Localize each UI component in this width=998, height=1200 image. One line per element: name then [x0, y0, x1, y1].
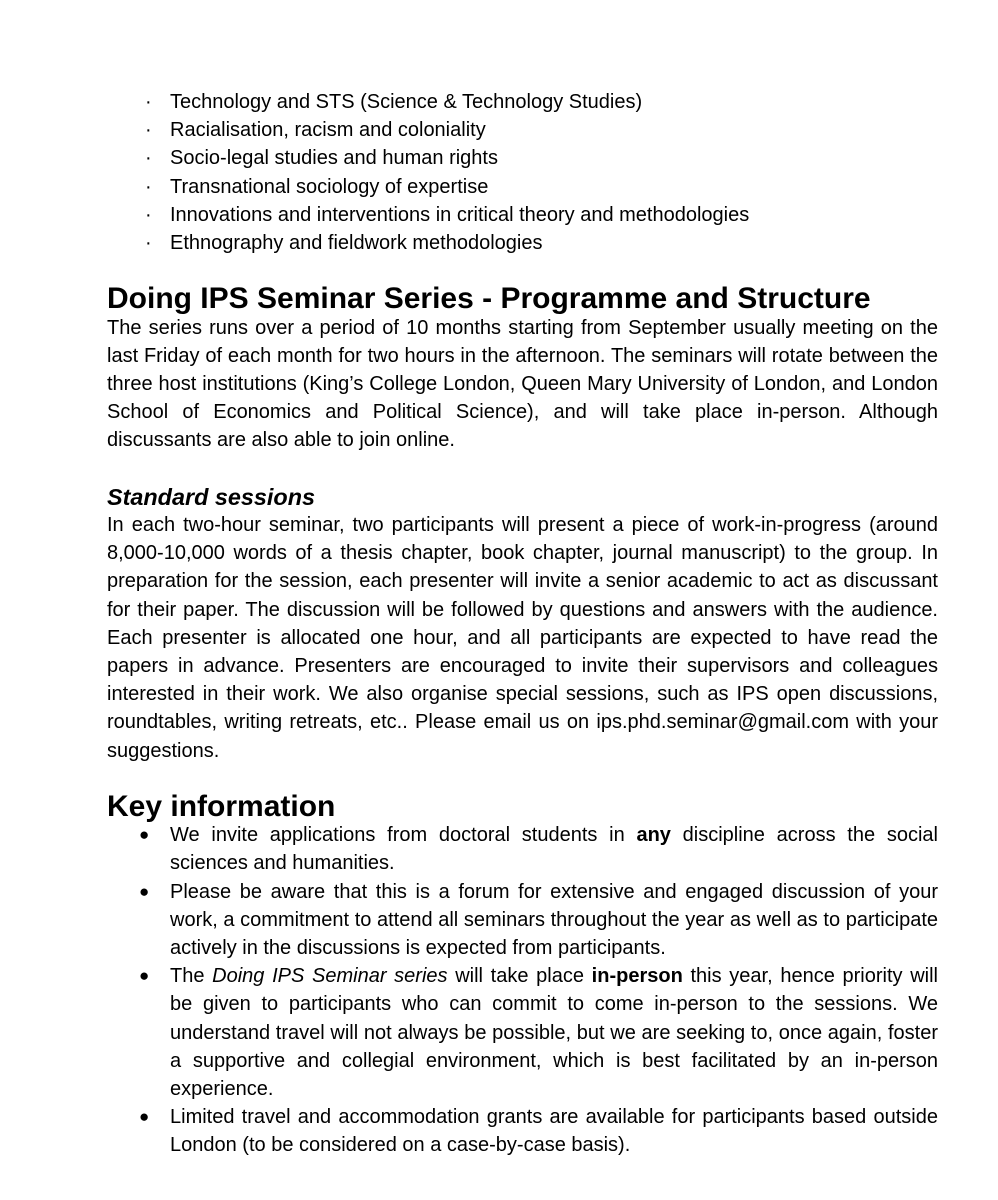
list-marker: ·: [145, 175, 152, 198]
spacer: [107, 765, 938, 793]
list-item-text: Technology and STS (Science & Technology Studies): [170, 91, 643, 113]
list-item: [107, 962, 938, 1103]
programme-paragraph: The series runs over a period of 10 months starting from September usually meeting on the last Friday of each month for two hours in the afternoon. The seminars will rotate between the three host institutions (King’s College London, Queen Mary University of London, and London School of Economics and Political Science), and will take place in-person. Although discussants are also able to join online.: [107, 316, 938, 452]
list-item-text: Transnational sociology of expertise: [170, 175, 489, 198]
research-topics-list: [107, 88, 938, 257]
list-item: [107, 144, 938, 172]
bullet-marker: ●: [139, 966, 150, 986]
emphasis-text: any: [636, 824, 671, 847]
list-marker: ·: [145, 119, 152, 142]
list-marker: ·: [145, 203, 152, 226]
list-item: [107, 878, 938, 963]
list-item: [107, 1103, 938, 1159]
item-text: We invite applications from doctoral students in: [170, 824, 637, 847]
list-item: [107, 173, 938, 201]
item-text: Limited travel and accommodation grants are available for participants based outside London (to be considered on a case-by-case basis).: [170, 1106, 938, 1157]
item-text: Please be aware that this is a forum for extensive and engaged discussion of your work, a commitment to attend all seminars throughout the year as well as to participate actively in the discussions is expected from participants.: [170, 880, 938, 960]
list-item-text: Racialisation, racism and coloniality: [170, 119, 486, 142]
list-item: [107, 201, 938, 229]
item-text: will take place: [447, 965, 592, 988]
list-marker: ·: [145, 91, 152, 113]
standard-sessions-paragraph: In each two-hour seminar, two participants will present a piece of work-in-progress (around 8,000-10,000 words of a thesis chapter, book chapter, journal manuscript) to the group. In preparation for the session, each presenter will invite a senior academic to act as discussant for their paper. The discussion will be followed by questions and answers with the audience. Each presenter is allocated one hour, and all participants are expected to have read the papers in advance. Presenters are encouraged to invite their supervisors and colleagues interested in their work. We also organise special sessions, such as IPS open discussions, roundtables, writing retreats, etc.. Please email us on ips.phd.seminar@gmail.com with your suggestions.: [107, 514, 938, 762]
emphasis-text: in-person: [591, 965, 683, 988]
list-item: [107, 821, 938, 877]
list-item: [107, 229, 938, 257]
key-information-heading: Key information: [107, 790, 336, 824]
list-item-text: Ethnography and fieldwork methodologies: [170, 232, 543, 255]
key-information-list: [107, 821, 938, 1159]
bullet-marker: ●: [139, 825, 150, 845]
list-item: [107, 116, 938, 144]
bullet-marker: ●: [139, 1107, 150, 1127]
standard-sessions-heading: Standard sessions: [107, 483, 315, 510]
list-item-text: Innovations and interventions in critical theory and methodologies: [170, 203, 750, 226]
list-item: [107, 88, 938, 116]
item-text: The: [170, 965, 213, 988]
document-page: [107, 88, 938, 1160]
spacer: [107, 257, 938, 285]
list-item-text: Socio-legal studies and human rights: [170, 147, 498, 170]
programme-heading: Doing IPS Seminar Series - Programme and Structure: [107, 282, 871, 316]
series-name-text: Doing IPS Seminar series: [212, 965, 448, 988]
bullet-marker: ●: [139, 881, 150, 901]
spacer: [107, 455, 938, 483]
item-text: discipline across the social sciences and humanities.: [170, 824, 938, 875]
list-marker: ·: [145, 147, 152, 170]
item-text: this year, hence priority will be given to participants who can commit to come in-person to the sessions. We understand travel will not always be possible, but we are seeking to, once again, foster a supportive and collegial environment, which is best facilitated by an in-person experience.: [170, 965, 938, 1101]
list-marker: ·: [145, 232, 152, 255]
